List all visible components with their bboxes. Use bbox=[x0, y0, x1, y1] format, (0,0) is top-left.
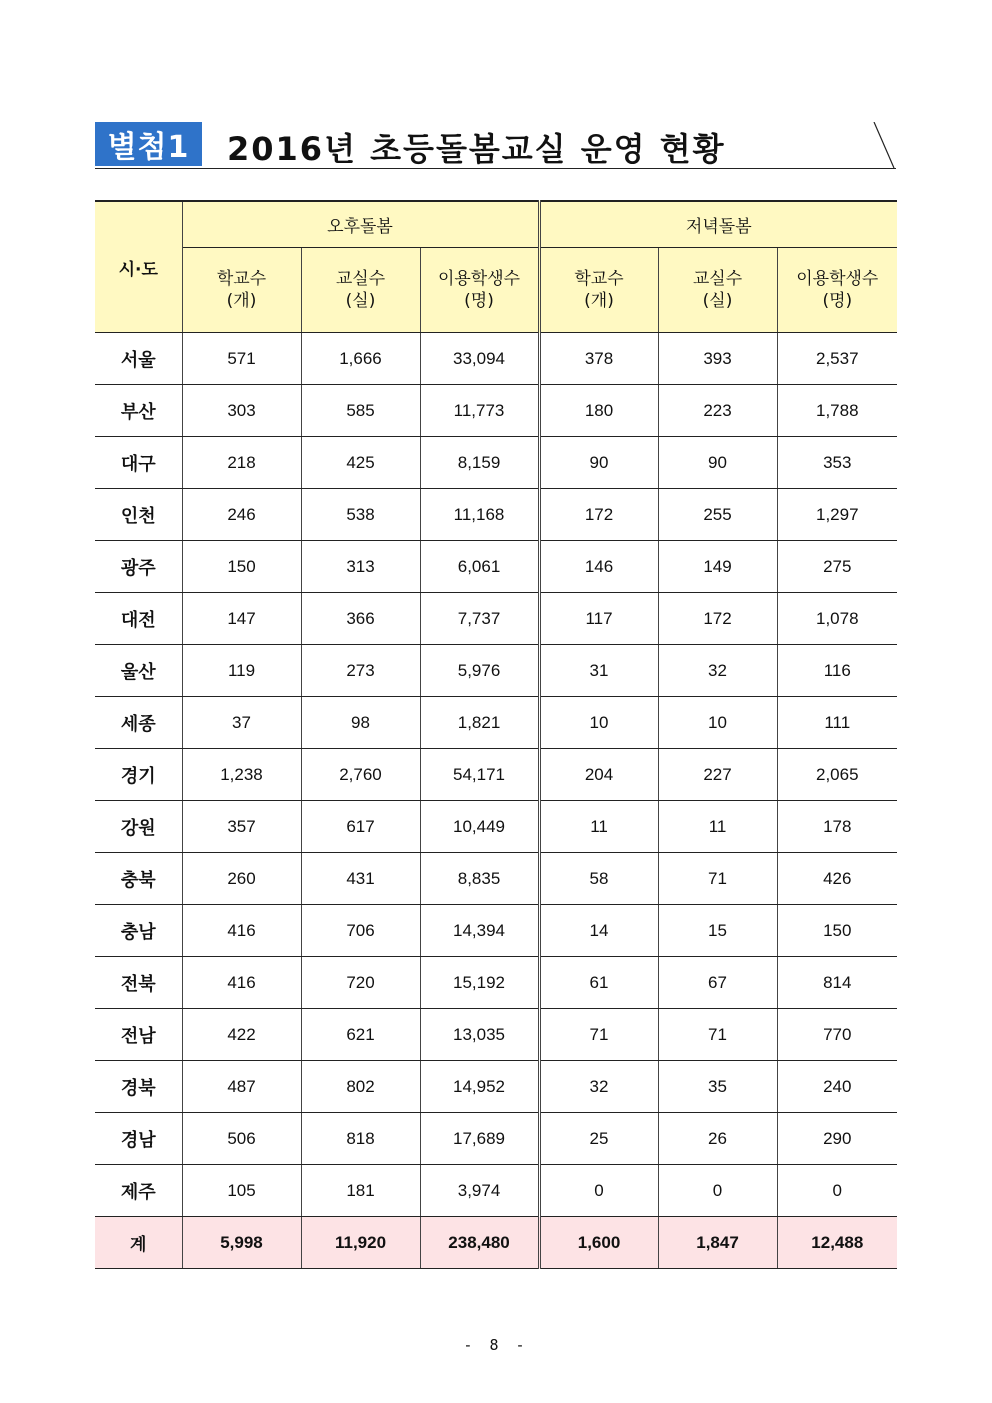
value-cell: 117 bbox=[539, 593, 658, 645]
value-cell: 1,297 bbox=[777, 489, 897, 541]
value-cell: 111 bbox=[777, 697, 897, 749]
value-cell: 426 bbox=[777, 853, 897, 905]
table-row bbox=[95, 697, 897, 749]
document-title-bar bbox=[95, 122, 896, 170]
value-cell: 61 bbox=[539, 957, 658, 1009]
region-cell: 강원 bbox=[95, 801, 182, 853]
value-cell: 431 bbox=[301, 853, 420, 905]
value-cell: 1,078 bbox=[777, 593, 897, 645]
care-classroom-table bbox=[95, 200, 897, 1269]
value-cell: 15,192 bbox=[420, 957, 539, 1009]
column-header-unit: (명) bbox=[822, 291, 853, 311]
value-cell: 227 bbox=[658, 749, 777, 801]
column-header-label: 교실수 bbox=[335, 269, 386, 289]
value-cell: 15 bbox=[658, 905, 777, 957]
region-column-header: 시·도 bbox=[95, 201, 182, 333]
value-cell: 1,788 bbox=[777, 385, 897, 437]
value-cell: 0 bbox=[539, 1165, 658, 1217]
value-cell: 223 bbox=[658, 385, 777, 437]
table-row bbox=[95, 749, 897, 801]
region-cell: 대전 bbox=[95, 593, 182, 645]
column-header-4 bbox=[539, 248, 658, 333]
value-cell: 802 bbox=[301, 1061, 420, 1113]
region-cell: 충북 bbox=[95, 853, 182, 905]
value-cell: 31 bbox=[539, 645, 658, 697]
value-cell: 11 bbox=[658, 801, 777, 853]
value-cell: 1,238 bbox=[182, 749, 301, 801]
column-header-unit: (개) bbox=[226, 291, 257, 311]
value-cell: 181 bbox=[301, 1165, 420, 1217]
value-cell: 218 bbox=[182, 437, 301, 489]
value-cell: 32 bbox=[658, 645, 777, 697]
value-cell: 14 bbox=[539, 905, 658, 957]
region-cell: 서울 bbox=[95, 333, 182, 385]
region-cell: 계 bbox=[95, 1217, 182, 1269]
table-row bbox=[95, 1113, 897, 1165]
value-cell: 11,920 bbox=[301, 1217, 420, 1269]
value-cell: 11,168 bbox=[420, 489, 539, 541]
value-cell: 422 bbox=[182, 1009, 301, 1061]
value-cell: 71 bbox=[539, 1009, 658, 1061]
value-cell: 720 bbox=[301, 957, 420, 1009]
column-header-6 bbox=[777, 248, 897, 333]
region-cell: 경기 bbox=[95, 749, 182, 801]
value-cell: 172 bbox=[658, 593, 777, 645]
table-row bbox=[95, 593, 897, 645]
value-cell: 255 bbox=[658, 489, 777, 541]
value-cell: 119 bbox=[182, 645, 301, 697]
value-cell: 538 bbox=[301, 489, 420, 541]
value-cell: 2,760 bbox=[301, 749, 420, 801]
region-cell: 충남 bbox=[95, 905, 182, 957]
value-cell: 303 bbox=[182, 385, 301, 437]
value-cell: 770 bbox=[777, 1009, 897, 1061]
value-cell: 172 bbox=[539, 489, 658, 541]
column-header-unit: (명) bbox=[464, 291, 494, 311]
column-header-3 bbox=[420, 248, 539, 333]
region-cell: 세종 bbox=[95, 697, 182, 749]
value-cell: 1,666 bbox=[301, 333, 420, 385]
column-header-label: 이용학생수 bbox=[437, 269, 521, 289]
value-cell: 178 bbox=[777, 801, 897, 853]
value-cell: 14,394 bbox=[420, 905, 539, 957]
value-cell: 240 bbox=[777, 1061, 897, 1113]
value-cell: 37 bbox=[182, 697, 301, 749]
column-header-label: 이용학생수 bbox=[796, 269, 879, 289]
region-cell: 대구 bbox=[95, 437, 182, 489]
value-cell: 32 bbox=[539, 1061, 658, 1113]
value-cell: 105 bbox=[182, 1165, 301, 1217]
value-cell: 71 bbox=[658, 1009, 777, 1061]
column-header-unit: (실) bbox=[702, 291, 733, 311]
value-cell: 204 bbox=[539, 749, 658, 801]
value-cell: 11,773 bbox=[420, 385, 539, 437]
value-cell: 10 bbox=[658, 697, 777, 749]
value-cell: 2,537 bbox=[777, 333, 897, 385]
value-cell: 246 bbox=[182, 489, 301, 541]
value-cell: 425 bbox=[301, 437, 420, 489]
value-cell: 6,061 bbox=[420, 541, 539, 593]
value-cell: 90 bbox=[658, 437, 777, 489]
table-row bbox=[95, 333, 897, 385]
value-cell: 33,094 bbox=[420, 333, 539, 385]
table-row bbox=[95, 385, 897, 437]
table-row bbox=[95, 541, 897, 593]
value-cell: 1,847 bbox=[658, 1217, 777, 1269]
value-cell: 275 bbox=[777, 541, 897, 593]
region-cell: 광주 bbox=[95, 541, 182, 593]
region-cell: 울산 bbox=[95, 645, 182, 697]
value-cell: 814 bbox=[777, 957, 897, 1009]
table-row bbox=[95, 1165, 897, 1217]
value-cell: 147 bbox=[182, 593, 301, 645]
value-cell: 3,974 bbox=[420, 1165, 539, 1217]
table-row bbox=[95, 853, 897, 905]
table-row bbox=[95, 489, 897, 541]
column-header-label: 학교수 bbox=[574, 269, 624, 289]
table-row bbox=[95, 1009, 897, 1061]
region-cell: 경북 bbox=[95, 1061, 182, 1113]
value-cell: 1,821 bbox=[420, 697, 539, 749]
value-cell: 416 bbox=[182, 905, 301, 957]
page-number: - 8 - bbox=[463, 1336, 529, 1354]
title-slash-decoration bbox=[872, 122, 896, 168]
table-row bbox=[95, 1061, 897, 1113]
value-cell: 416 bbox=[182, 957, 301, 1009]
region-cell: 경남 bbox=[95, 1113, 182, 1165]
value-cell: 706 bbox=[301, 905, 420, 957]
value-cell: 571 bbox=[182, 333, 301, 385]
value-cell: 58 bbox=[539, 853, 658, 905]
value-cell: 0 bbox=[777, 1165, 897, 1217]
value-cell: 146 bbox=[539, 541, 658, 593]
region-cell: 제주 bbox=[95, 1165, 182, 1217]
value-cell: 150 bbox=[182, 541, 301, 593]
column-header-unit: (개) bbox=[584, 291, 614, 311]
value-cell: 290 bbox=[777, 1113, 897, 1165]
region-cell: 전북 bbox=[95, 957, 182, 1009]
value-cell: 238,480 bbox=[420, 1217, 539, 1269]
total-row bbox=[95, 1217, 897, 1269]
value-cell: 67 bbox=[658, 957, 777, 1009]
value-cell: 11 bbox=[539, 801, 658, 853]
value-cell: 17,689 bbox=[420, 1113, 539, 1165]
value-cell: 8,159 bbox=[420, 437, 539, 489]
value-cell: 71 bbox=[658, 853, 777, 905]
region-cell: 부산 bbox=[95, 385, 182, 437]
value-cell: 313 bbox=[301, 541, 420, 593]
value-cell: 0 bbox=[658, 1165, 777, 1217]
table-row bbox=[95, 645, 897, 697]
value-cell: 353 bbox=[777, 437, 897, 489]
evening-care-group-header: 저녁돌봄 bbox=[539, 201, 897, 248]
region-cell: 전남 bbox=[95, 1009, 182, 1061]
column-header-unit: (실) bbox=[345, 291, 376, 311]
value-cell: 260 bbox=[182, 853, 301, 905]
value-cell: 393 bbox=[658, 333, 777, 385]
column-header-2 bbox=[301, 248, 420, 333]
value-cell: 98 bbox=[301, 697, 420, 749]
title-underline bbox=[95, 168, 896, 169]
column-header-5 bbox=[658, 248, 777, 333]
value-cell: 25 bbox=[539, 1113, 658, 1165]
value-cell: 14,952 bbox=[420, 1061, 539, 1113]
value-cell: 617 bbox=[301, 801, 420, 853]
table-row bbox=[95, 801, 897, 853]
value-cell: 273 bbox=[301, 645, 420, 697]
value-cell: 26 bbox=[658, 1113, 777, 1165]
value-cell: 8,835 bbox=[420, 853, 539, 905]
afternoon-care-group-header: 오후돌봄 bbox=[182, 201, 539, 248]
value-cell: 5,998 bbox=[182, 1217, 301, 1269]
document-title: 2016년 초등돌봄교실 운영 현황 bbox=[227, 130, 726, 168]
value-cell: 5,976 bbox=[420, 645, 539, 697]
value-cell: 54,171 bbox=[420, 749, 539, 801]
attachment-badge: 별첨1 bbox=[95, 122, 202, 166]
column-header-label: 교실수 bbox=[692, 269, 743, 289]
value-cell: 180 bbox=[539, 385, 658, 437]
value-cell: 90 bbox=[539, 437, 658, 489]
value-cell: 13,035 bbox=[420, 1009, 539, 1061]
value-cell: 378 bbox=[539, 333, 658, 385]
value-cell: 7,737 bbox=[420, 593, 539, 645]
value-cell: 621 bbox=[301, 1009, 420, 1061]
value-cell: 818 bbox=[301, 1113, 420, 1165]
value-cell: 506 bbox=[182, 1113, 301, 1165]
value-cell: 366 bbox=[301, 593, 420, 645]
value-cell: 585 bbox=[301, 385, 420, 437]
value-cell: 10,449 bbox=[420, 801, 539, 853]
region-cell: 인천 bbox=[95, 489, 182, 541]
value-cell: 487 bbox=[182, 1061, 301, 1113]
value-cell: 116 bbox=[777, 645, 897, 697]
value-cell: 357 bbox=[182, 801, 301, 853]
value-cell: 35 bbox=[658, 1061, 777, 1113]
value-cell: 10 bbox=[539, 697, 658, 749]
table-row bbox=[95, 437, 897, 489]
table-row bbox=[95, 957, 897, 1009]
value-cell: 1,600 bbox=[539, 1217, 658, 1269]
value-cell: 12,488 bbox=[777, 1217, 897, 1269]
value-cell: 149 bbox=[658, 541, 777, 593]
value-cell: 150 bbox=[777, 905, 897, 957]
table-row bbox=[95, 905, 897, 957]
column-header-label: 학교수 bbox=[216, 269, 267, 289]
column-header-1 bbox=[182, 248, 301, 333]
value-cell: 2,065 bbox=[777, 749, 897, 801]
